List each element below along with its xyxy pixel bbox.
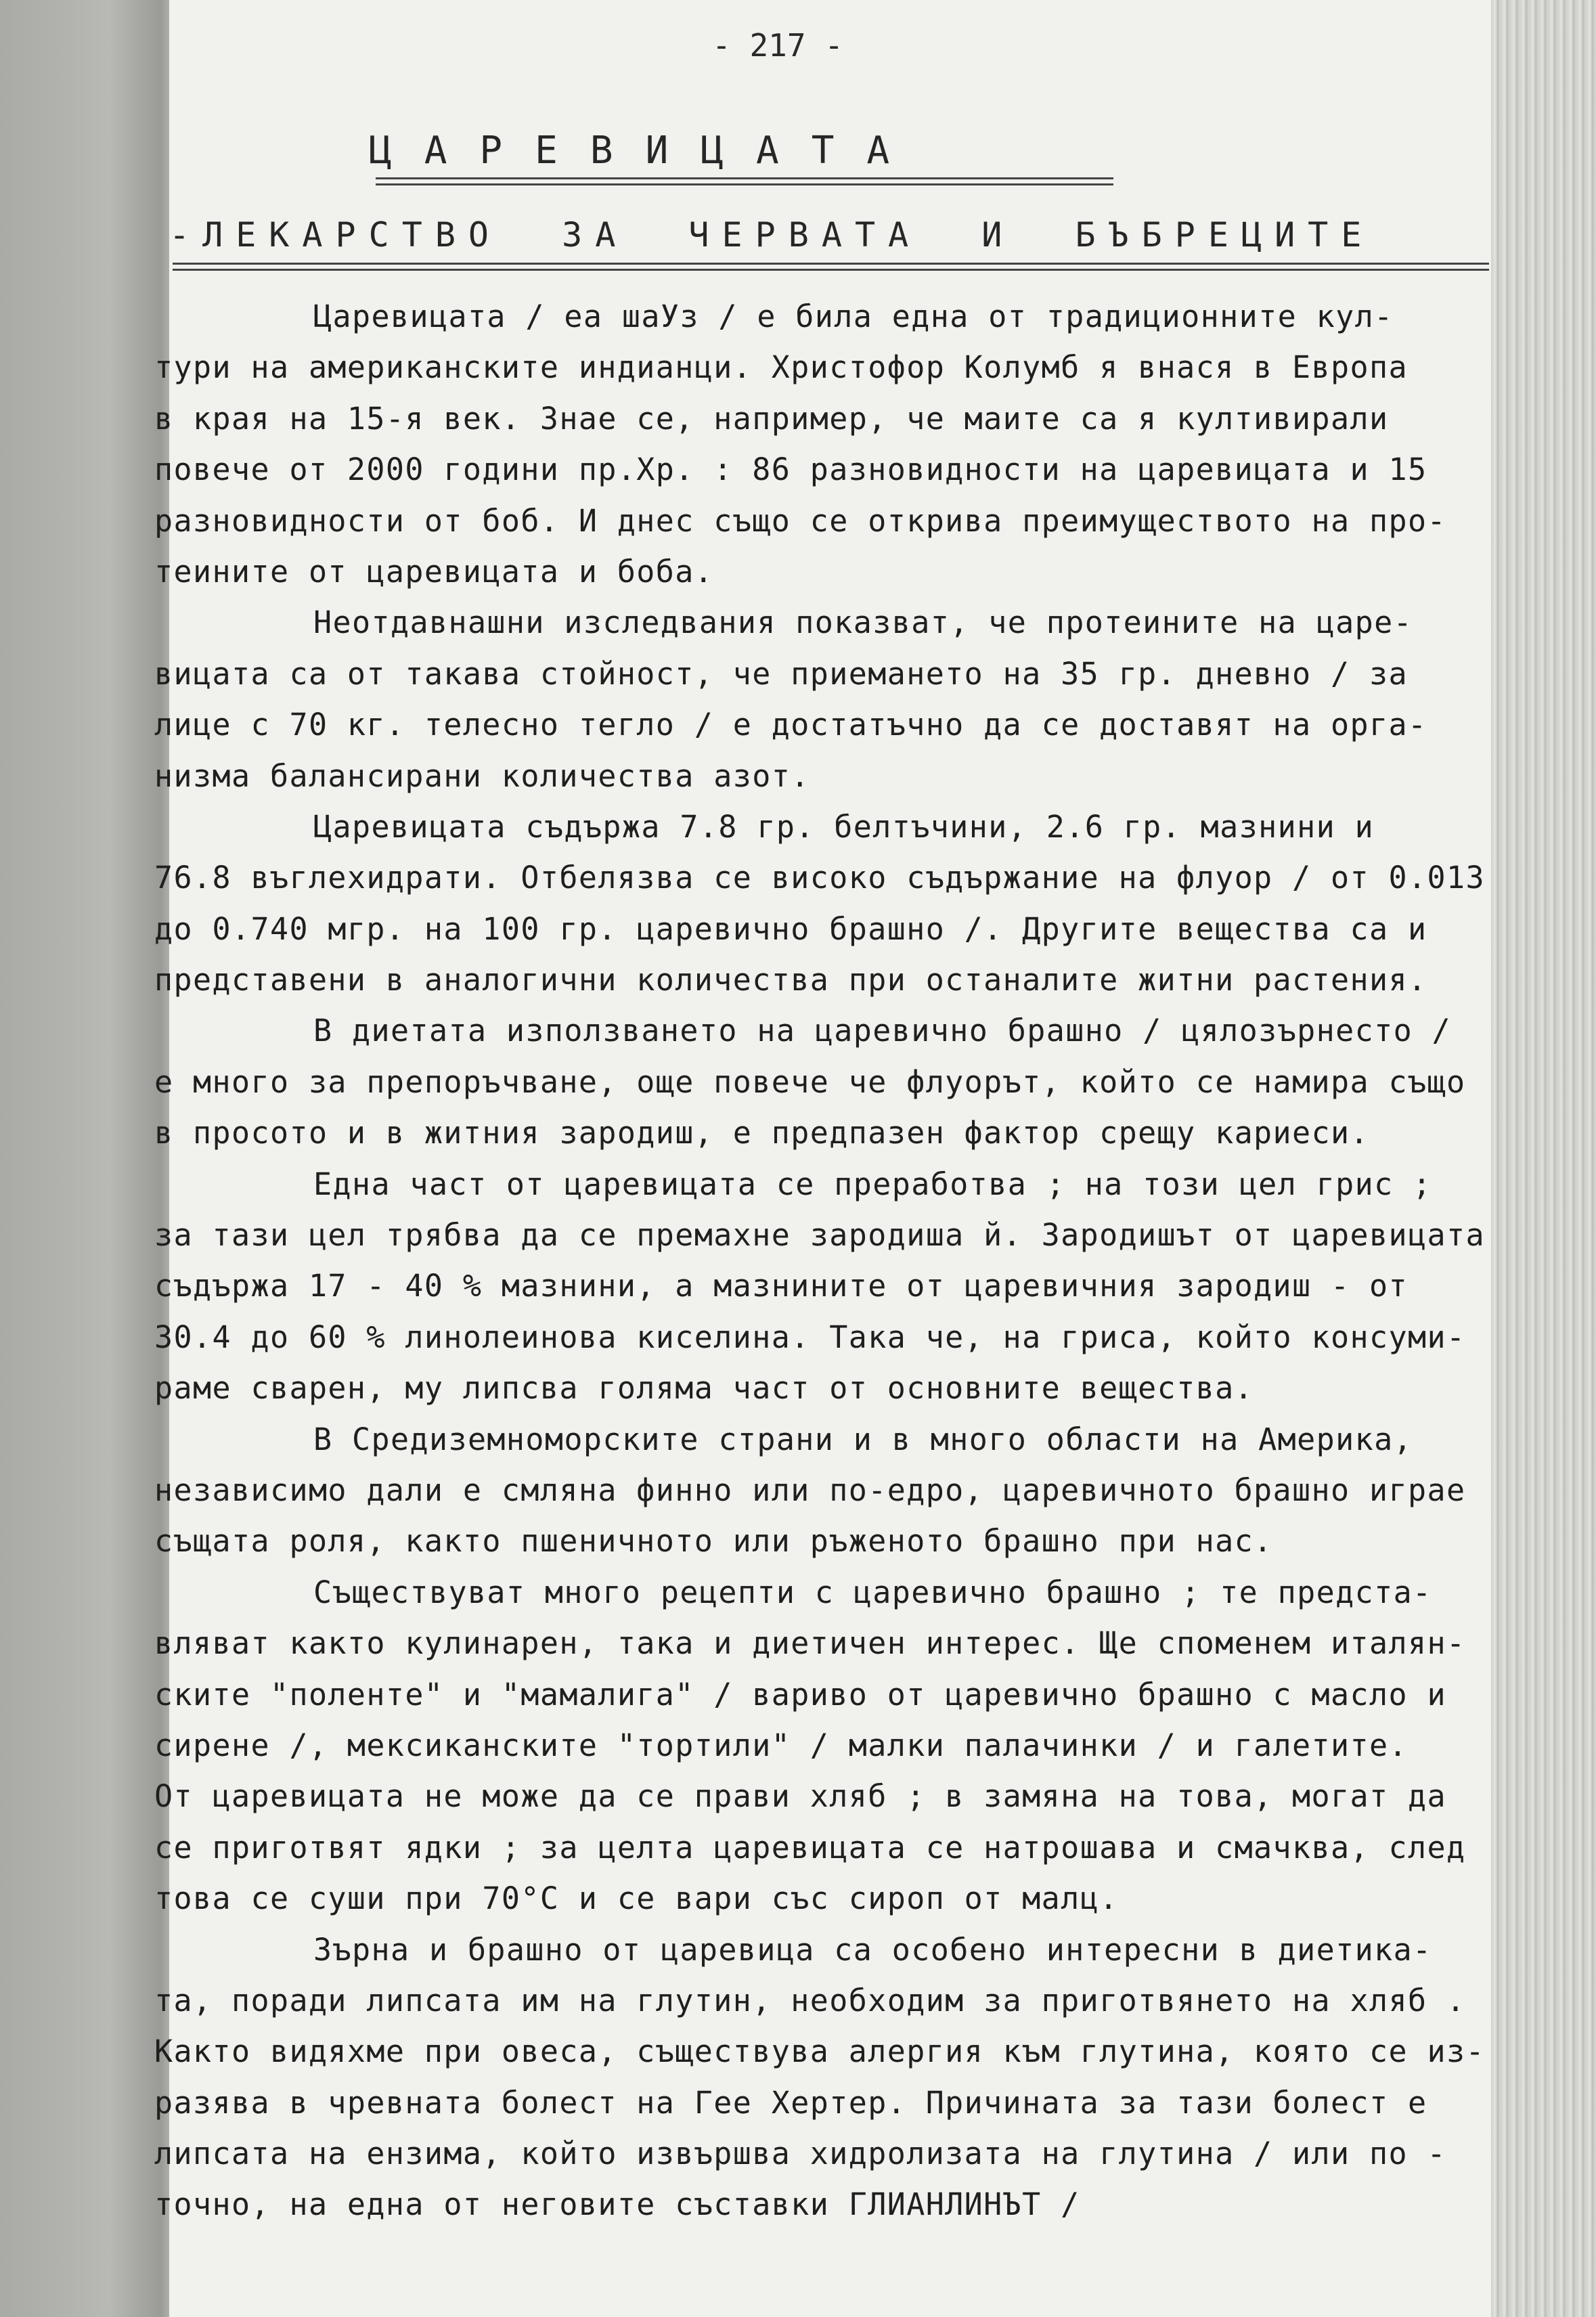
text-line: 76.8 въглехидрати. Отбелязва се високо съдържание на флуор / от 0.013 [154,860,1485,896]
body-text [154,291,1498,2230]
document-subtitle: -ЛЕКАРСТВО ЗА ЧЕРВАТА И БЪБРЕЦИТЕ [169,215,1375,255]
text-line: Царевицата / ea шaУз / е била една от традиционните кул- [313,299,1394,334]
text-line: независимо дали е смляна финно или по-едро, царевичното брашно играе [154,1472,1466,1508]
text-line: В Средиземноморските страни и в много области на Америка, [313,1421,1413,1457]
text-line: сирене /, мексиканските "тортили" / малки палачинки / и галетите. [154,1727,1408,1763]
page-number: - 217 - [712,27,843,64]
text-line: съдържа 17 - 40 % мазнини, а мазнините от царевичния зародиш - от [154,1268,1408,1304]
text-line: разновидности от боб. И днес също се открива преимуществото на про- [154,502,1446,539]
text-line: та, поради липсата им на глутин, необходим за приготвянето на хляб . [154,1982,1466,2018]
text-line: това се суши при 70°C и се вари със сироп от малц. [154,1880,1119,1917]
text-line: раме сварен, му липсва голяма част от основните вещества. [154,1370,1254,1407]
text-line: низма балансирани количества азот. [154,757,810,794]
text-line: Неотдавнашни изследвания показват, че протеините на царе- [313,604,1413,641]
text-line: Съществуват много рецепти с царевично брашно ; те предста- [313,1574,1432,1610]
text-line: теините от царевицата и боба. [154,553,714,590]
text-line: Зърна и брашно от царевица са особено интересни в диетика- [313,1931,1432,1968]
text-line: повече от 2000 години пр.Хр. : 86 разновидности на царевицата и 15 [154,451,1427,488]
text-line: тури на американските индианци. Христофор Колумб я внася в Европа [154,349,1408,386]
text-line: представени в аналогични количества при останалите житни растения. [154,962,1427,998]
text-line: От царевицата не може да се прави хляб ; в замяна на това, могат да [154,1778,1446,1815]
text-line: Както видяхме при овеса, съществува алергия към глутина, която се из- [154,2033,1485,2070]
text-line: в просото и в житния зародиш, е предпазен фактор срещу кариеси. [154,1115,1370,1151]
page-edge-stack [1491,0,1596,2317]
text-line: В диетата използването на царевично брашно / цялозърнесто / [313,1013,1452,1049]
text-line: същата роля, както пшеничното или ръженото брашно при нас. [154,1523,1273,1560]
text-line: вицата са от такава стойност, че приемането на 35 гр. дневно / за [154,655,1408,692]
text-line: се приготвят ядки ; за целта царевицата се натрошава и смачква, след [154,1829,1466,1866]
text-line: Една част от царевицата се преработва ; на този цел грис ; [313,1166,1432,1202]
document-title: ЦАРЕВИЦАТА [369,129,923,173]
text-line: в края на 15-я век. Знае се, например, че маите са я култивирали [154,400,1389,437]
text-line: до 0.740 мгр. на 100 гр. царевично брашно /. Другите вещества са и [154,910,1427,947]
text-line: лице с 70 кг. телесно тегло / е достатъчно да се доставят на орга- [154,707,1427,743]
text-line: вляват както кулинарен, така и диетичен интерес. Ще споменем италян- [154,1625,1466,1662]
text-line: точно, на една от неговите съставки ГЛИАНЛИНЪТ / [154,2186,1080,2223]
text-line: разява в чревната болест на Гее Хертер. Причината за тази болест е [154,2084,1427,2121]
text-line: ските "поленте" и "мамалига" / вариво от царевично брашно с масло и [154,1676,1446,1713]
title-underline [376,177,1113,185]
text-line: липсата на ензима, който извършва хидролизата на глутина / или по - [154,2136,1446,2172]
text-line: Царевицата съдържа 7.8 гр. белтъчини, 2.6 гр. мазнини и [313,808,1375,845]
text-line: е много за препоръчване, още повече че флуорът, който се намира също [154,1063,1466,1100]
subtitle-underline [173,263,1489,271]
text-line: 30.4 до 60 % линолеинова киселина. Така че, на гриса, който консуми- [154,1319,1466,1355]
text-line: за тази цел трябва да се премахне зародиша й. Зародишът от царевицата [154,1217,1485,1254]
